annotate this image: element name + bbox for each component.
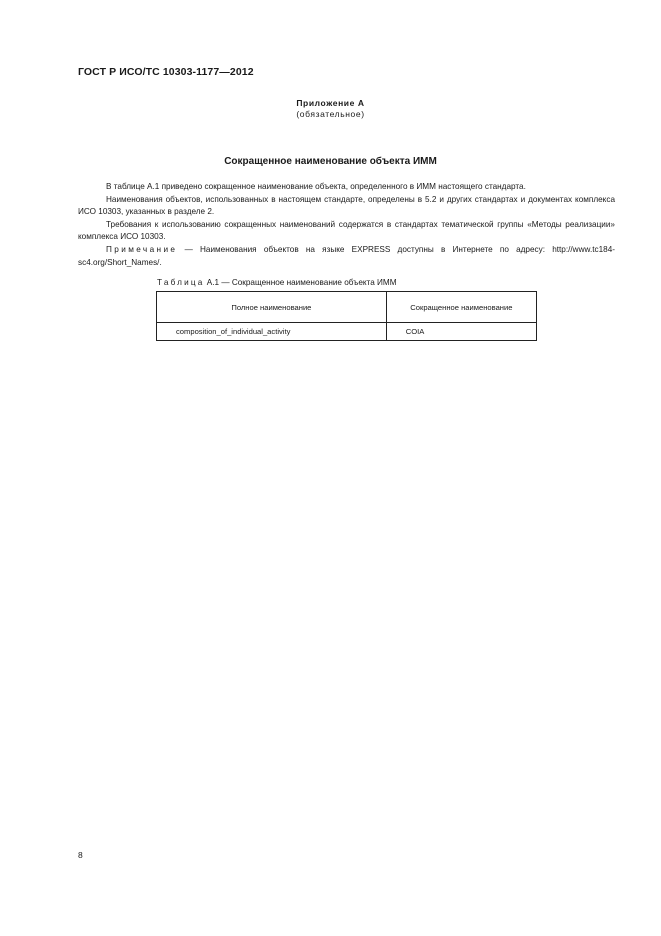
paragraph-1: В таблице А.1 приведено сокращенное наименование объекта, определенного в ИММ настоящего стандарта. <box>106 182 526 191</box>
annex-title: Приложение А <box>296 98 365 108</box>
note-text: — Наименования объектов на языке EXPRESS доступны в Интернете по адресу: http://www.tc184-sc4.org/Short_Names/. <box>78 244 615 267</box>
table-caption-label: Таблица <box>157 278 205 287</box>
paragraph-2: Наименования объектов, использованных в настоящем стандарте, определены в 5.2 и других стандартах и документах комплекса ИСО 10303, указанных в разделе 2. <box>78 194 615 217</box>
document-header: ГОСТ Р ИСО/ТС 10303-1177—2012 <box>78 66 254 78</box>
table-cell-full-name: composition_of_individual_activity <box>157 323 387 341</box>
column-header-short-name: Сокращенное наименование <box>386 292 536 323</box>
note-paragraph <box>78 244 615 269</box>
paragraph-3: Требования к использованию сокращенных наименований содержатся в стандартах тематической группы «Методы реализации» комплекса ИСО 10303. <box>78 219 615 242</box>
table-caption-text: А.1 — Сокращенное наименование объекта ИММ <box>206 278 397 287</box>
section-title: Сокращенное наименование объекта ИММ <box>224 156 437 167</box>
column-header-full-name: Полное наименование <box>157 292 387 323</box>
annex-status: (обязательное) <box>296 109 365 119</box>
note-label: Примечание <box>106 244 178 254</box>
abbreviation-table <box>156 291 537 341</box>
table-row <box>157 323 537 341</box>
annex-heading <box>0 98 661 120</box>
table-caption <box>157 278 397 287</box>
page-number: 8 <box>78 850 83 860</box>
table-header-row <box>157 292 537 323</box>
body-text <box>78 181 615 269</box>
table-cell-short-name: COIA <box>386 323 536 341</box>
